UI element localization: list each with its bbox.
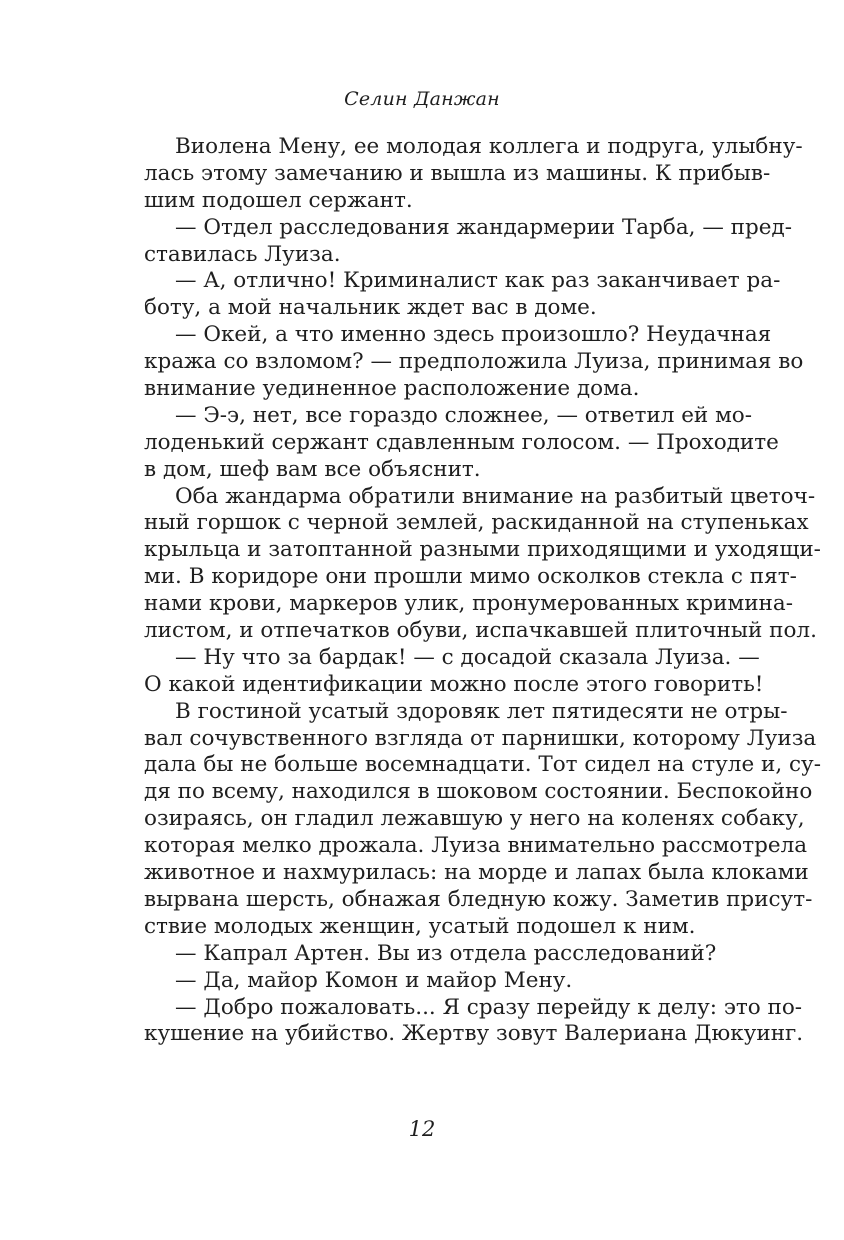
- text-line: — Э-э, нет, все гораздо сложнее, — ответил ей мо-: [175, 402, 753, 428]
- page-number: 12: [408, 1117, 436, 1141]
- paragraph: [144, 322, 804, 403]
- text-line: ми. В коридоре они прошли мимо осколков стекла с пят-: [144, 564, 797, 590]
- text-line: крыльца и затоптанной разными приходящими и уходящи-: [144, 537, 821, 563]
- text-line: Оба жандарма обратили внимание на разбитый цветоч-: [175, 483, 816, 509]
- text-line: боту, а мой начальник ждет вас в доме.: [144, 295, 597, 321]
- text-line: дя по всему, находился в шоковом состоянии. Беспокойно: [144, 779, 813, 805]
- text-line: — Добро пожаловать... Я сразу перейду к делу: это по-: [175, 994, 803, 1020]
- text-line: внимание уединенное расположение дома.: [144, 376, 640, 402]
- text-line: — Капрал Артен. Вы из отдела расследований?: [175, 940, 717, 966]
- text-line: кража со взломом? — предположила Луиза, принимая во: [144, 349, 804, 375]
- text-line: — Ну что за бардак! — с досадой сказала Луиза. —: [175, 644, 760, 670]
- text-line: в дом, шеф вам все объяснит.: [144, 456, 481, 482]
- paragraph: [144, 134, 803, 215]
- paragraph: [144, 483, 821, 645]
- text-line: которая мелко дрожала. Луиза внимательно рассмотрела: [144, 833, 808, 859]
- text-line: озираясь, он гладил лежавшую у него на коленях собаку,: [144, 806, 805, 832]
- text-line: шим подошел сержант.: [144, 187, 413, 213]
- paragraph: [144, 968, 748, 995]
- text-line: Виолена Мену, ее молодая коллега и подруга, улыбну-: [175, 134, 803, 159]
- text-line: — Да, майор Комон и майор Мену.: [175, 967, 573, 993]
- text-line: ствие молодых женщин, усатый подошел к ним.: [144, 913, 696, 939]
- text-line: ставилась Луиза.: [144, 241, 341, 267]
- text-line: В гостиной усатый здоровяк лет пятидесяти не отры-: [175, 698, 788, 724]
- paragraph: [144, 644, 764, 699]
- paragraph: [144, 402, 779, 484]
- text-line: — Отдел расследования жандармерии Тарба, — пред-: [175, 214, 792, 240]
- running-header-author: Селин Данжан: [344, 88, 500, 110]
- paragraph: [144, 698, 821, 941]
- paragraph: [144, 268, 781, 322]
- text-line: кушение на убийство. Жертву зовут Валериана Дюкуинг.: [144, 1021, 804, 1047]
- text-line: ный горшок с черной землей, раскиданной на ступеньках: [144, 510, 809, 536]
- text-line: — А, отлично! Криминалист как раз заканчивает ра-: [175, 268, 781, 294]
- text-line: — Окей, а что именно здесь произошло? Неудачная: [175, 322, 772, 348]
- paragraph: [144, 941, 748, 968]
- text-line: вал сочувственного взгляда от парнишки, которому Луиза: [144, 725, 817, 751]
- text-line: дала бы не больше восемнадцати. Тот сидел на стуле и, су-: [144, 752, 821, 778]
- text-line: листом, и отпечатков обуви, испачкавшей плиточный пол.: [144, 618, 817, 644]
- text-line: вырвана шерсть, обнажая бледную кожу. Заметив присут-: [144, 886, 813, 912]
- text-line: О какой идентификации можно после этого говорить!: [144, 671, 764, 697]
- paragraph: [144, 214, 792, 269]
- text-line: лоденький сержант сдавленным голосом. — Проходите: [144, 429, 779, 455]
- body-text: [144, 134, 821, 1048]
- text-line: нами крови, маркеров улик, пронумерованных кримина-: [144, 591, 793, 617]
- paragraph: [144, 994, 804, 1049]
- text-line: лась этому замечанию и вышла из машины. К прибыв-: [144, 160, 771, 186]
- text-line: животное и нахмурилась: на морде и лапах была клоками: [144, 860, 809, 886]
